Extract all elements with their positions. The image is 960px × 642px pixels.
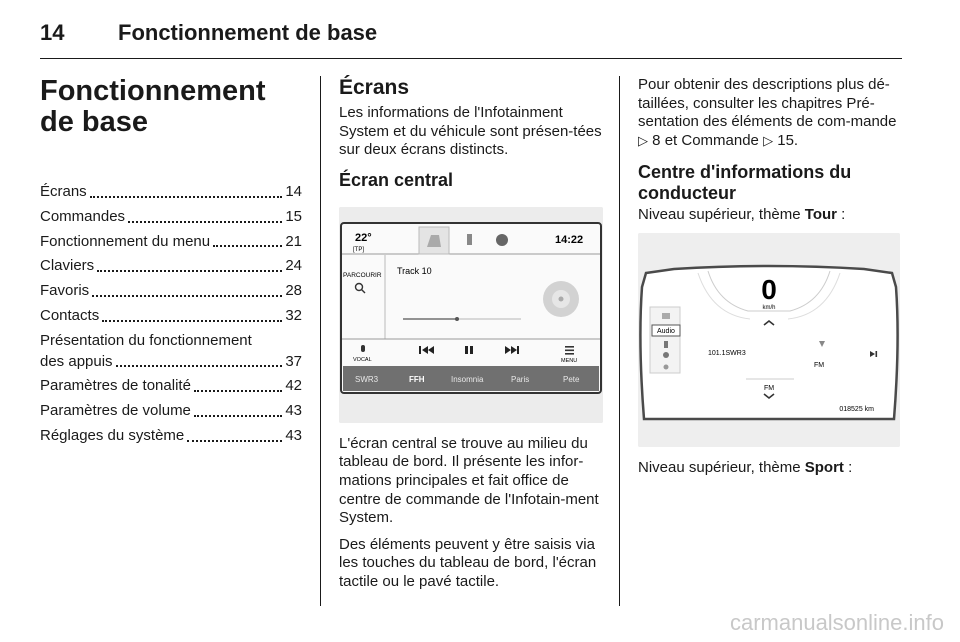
speed-unit: km/h — [762, 304, 776, 311]
toc-item[interactable]: Présentation du fonctionnement des appuis 37 — [40, 331, 302, 370]
arrow-icon: ▷ — [763, 132, 774, 148]
figure-caption: Niveau supérieur, thème Sport : — [638, 458, 853, 476]
track-title: Track 10 — [397, 265, 432, 276]
toc-item[interactable]: Claviers 24 — [40, 257, 302, 275]
reference-paragraph: Pour obtenir des descriptions plus dé-taillées, consulter les chapitres Pré-sentation des éléments de com-mande ▷ 8 et Commande ▷ 15. — [638, 76, 897, 149]
toc-item[interactable]: Contacts 32 — [40, 306, 302, 324]
running-title: Fonctionnement de base — [118, 20, 378, 45]
preset-button[interactable]: FFH — [409, 374, 425, 384]
trip-icon — [662, 313, 670, 319]
page-number: 14 — [40, 20, 65, 45]
toc-item[interactable]: Fonctionnement du menu 21 — [40, 232, 302, 250]
band-selector: FM — [763, 384, 775, 392]
page-reference-link[interactable]: 15. — [777, 131, 799, 149]
toc-item[interactable]: Écrans 14 — [40, 183, 302, 200]
section-heading: Écrans — [339, 76, 410, 99]
toc-item[interactable]: Commandes 15 — [40, 207, 302, 225]
preset-button[interactable]: Insomnia — [451, 374, 484, 384]
phone-icon — [664, 341, 668, 348]
station-name: 101.1SWR3 — [708, 349, 746, 357]
input-paragraph: Des éléments peuvent y être saisis via les touches du tableau de bord, l'écran tactile ou le pavé tactile. — [339, 535, 597, 590]
page-header — [40, 16, 902, 59]
intro-paragraph: Les informations de l'Infotainment System et du véhicule sont présen-tées sur deux écrans distincts. — [339, 104, 602, 159]
toc-item[interactable]: Paramètres de volume 43 — [40, 402, 302, 420]
preset-button[interactable]: Pete — [563, 374, 580, 384]
central-display-figure — [339, 207, 603, 423]
arrow-icon: ▷ — [638, 132, 648, 148]
menu-button[interactable]: MENU — [561, 357, 578, 364]
central-display-illustration — [339, 207, 603, 423]
toc-column — [40, 76, 302, 451]
preset-button[interactable]: SWR3 — [355, 374, 379, 384]
band-label: FM — [814, 361, 825, 369]
album-art-icon — [543, 281, 579, 317]
driver-display-figure — [638, 233, 900, 447]
browse-button[interactable]: PARCOURIR — [343, 271, 382, 279]
screen-temperature: 22° — [355, 231, 372, 244]
chapter-title: Fonctionnement de base — [40, 75, 266, 138]
table-of-contents — [40, 182, 302, 447]
column-divider — [619, 76, 620, 606]
speed-readout: 0 — [761, 273, 777, 305]
section-heading: Centre d'informations du conducteur — [638, 162, 852, 204]
driver-info-column — [638, 76, 902, 486]
preset-button[interactable]: Paris — [511, 374, 530, 384]
screen-clock: 14:22 — [555, 233, 584, 246]
microphone-icon[interactable] — [361, 345, 365, 352]
subsection-heading: Écran central — [339, 169, 454, 190]
column-divider — [320, 76, 321, 606]
vocal-button[interactable]: VOCAL — [353, 356, 372, 363]
screen-tp: [TP] — [353, 246, 365, 253]
phone-icon[interactable] — [467, 234, 472, 245]
figure-caption: Niveau supérieur, thème Tour : — [638, 206, 846, 224]
odometer: 018525 km — [839, 405, 874, 413]
menu-icon[interactable] — [565, 346, 574, 355]
toc-item[interactable]: Paramètres de tonalité 42 — [40, 377, 302, 395]
audio-tab: Audio — [657, 327, 675, 335]
navigation-icon[interactable] — [496, 234, 508, 246]
toc-item[interactable]: Réglages du système 43 — [40, 426, 302, 444]
page-reference-link[interactable]: 8 — [652, 131, 661, 149]
screens-column — [339, 76, 603, 600]
watermark: carmanualsonline.info — [729, 610, 944, 635]
toc-item[interactable]: Favoris 28 — [40, 282, 302, 300]
central-display-paragraph: L'écran central se trouve au milieu du tableau de bord. Il présente les infor-mations principales et fait office de centre de commande de l'Infotain-ment System. — [339, 434, 599, 527]
driver-display-illustration — [638, 233, 900, 447]
settings-icon — [664, 364, 669, 369]
navigation-icon — [663, 352, 669, 358]
